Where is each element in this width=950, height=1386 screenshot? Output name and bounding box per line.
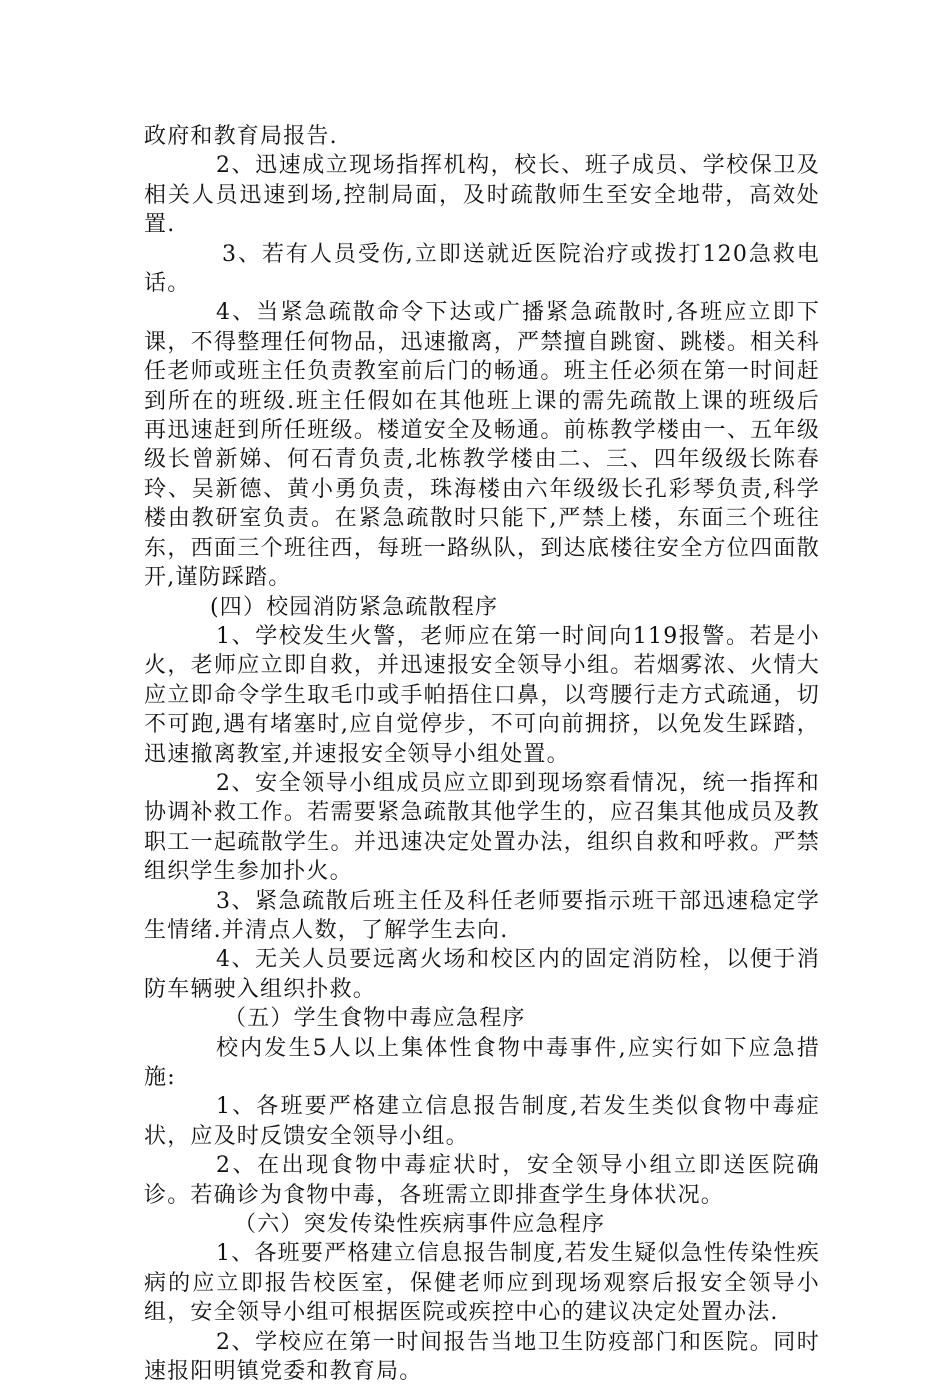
section-heading-infectious-disease: （六）突发传染性疾病事件应急程序 [234, 1212, 606, 1238]
paragraph-post-evacuation: 3、紧急疏散后班主任及科任老师要指示班干部迅速稳定学生情绪.并清点人数，了解学生去向. [144, 888, 820, 943]
paragraph-safety-group-command: 2、安全领导小组成员应立即到现场察看情况，统一指挥和协调补救工作。若需要紧急疏散其他学生的，应召集其他成员及教职工一起疏散学生。并迅速决定处置办法，组织自救和呼救。严禁组织学生参加扑火。 [144, 770, 820, 885]
paragraph-report-continued: 政府和教育局报告. [144, 124, 338, 149]
paragraph-disease-notify: 2、学校应在第一时间报告当地卫生防疫部门和医院。同时速报阳明镇党委和教育局。 [144, 1329, 820, 1385]
paragraph-command-setup: 2、迅速成立现场指挥机构，校长、班子成员、学校保卫及相关人员迅速到场,控制局面，及时疏散师生至安全地带，高效处置. [144, 153, 820, 238]
paragraph-evacuation-order: 4、当紧急疏散命令下达或广播紧急疏散时,各班应立即下课，不得整理任何物品，迅速撤离，严禁擅自跳窗、跳楼。相关科任老师或班主任负责教室前后门的畅通。班主任必须在第一时间赶到所在的班级.班主任假如在其他班上课的需先疏散上课的班级后再迅速赶到所任班级。楼道安全及畅通。前栋教学楼由一、五年级级长曾新娣、何石青负责,北栋教学楼由二、三、四年级级长陈春玲、吴新德、黄小勇负责，珠海楼由六年级级长孔彩琴负责,科学楼由教研室负责。在紧急疏散时只能下,严禁上楼，东面三个班往东，西面三个班往西，每班一路纵队，到达底楼往安全方位四面散开,谨防踩踏。 [144, 300, 820, 591]
paragraph-disease-report-system: 1、各班要严格建立信息报告制度,若发生疑似急性传染性疾病的应立即报告校医室，保健老师应到现场观察后报安全领导小组，安全领导小组可根据医院或疾控中心的建议决定处置办法. [144, 1241, 820, 1326]
document-body [144, 122, 820, 1386]
paragraph-food-report-system: 1、各班要严格建立信息报告制度,若发生类似食物中毒症状，应及时反馈安全领导小组。 [144, 1094, 820, 1149]
paragraph-food-hospital: 2、在出现食物中毒症状时，安全领导小组立即送医院确诊。若确诊为食物中毒，各班需立即排查学生身体状况。 [144, 1153, 820, 1208]
paragraph-fire-hydrant: 4、无关人员要远离火场和校区内的固定消防栓，以便于消防车辆驶入组织扑救。 [144, 947, 820, 1002]
paragraph-food-poisoning-intro: 校内发生5人以上集体性食物中毒事件,应实行如下应急措施: [144, 1035, 820, 1090]
paragraph-fire-alarm: 1、学校发生火警，老师应在第一时间向119报警。若是小火，老师应立即自救，并迅速报安全领导小组。若烟雾浓、火情大应立即命令学生取毛巾或手帕捂住口鼻，以弯腰行走方式疏通，切不可跑,遇有堵塞时,应自觉停步，不可向前拥挤，以免发生踩踏，迅速撤离教室,并速报安全领导小组处置。 [144, 623, 820, 767]
section-heading-food-poisoning: （五）学生食物中毒应急程序 [224, 1006, 526, 1032]
paragraph-injury-response: 3、若有人员受伤,立即送就近医院治疗或拨打120急救电话。 [144, 241, 820, 297]
section-heading-fire-evacuation: (四）校园消防紧急疏散程序 [210, 594, 499, 620]
